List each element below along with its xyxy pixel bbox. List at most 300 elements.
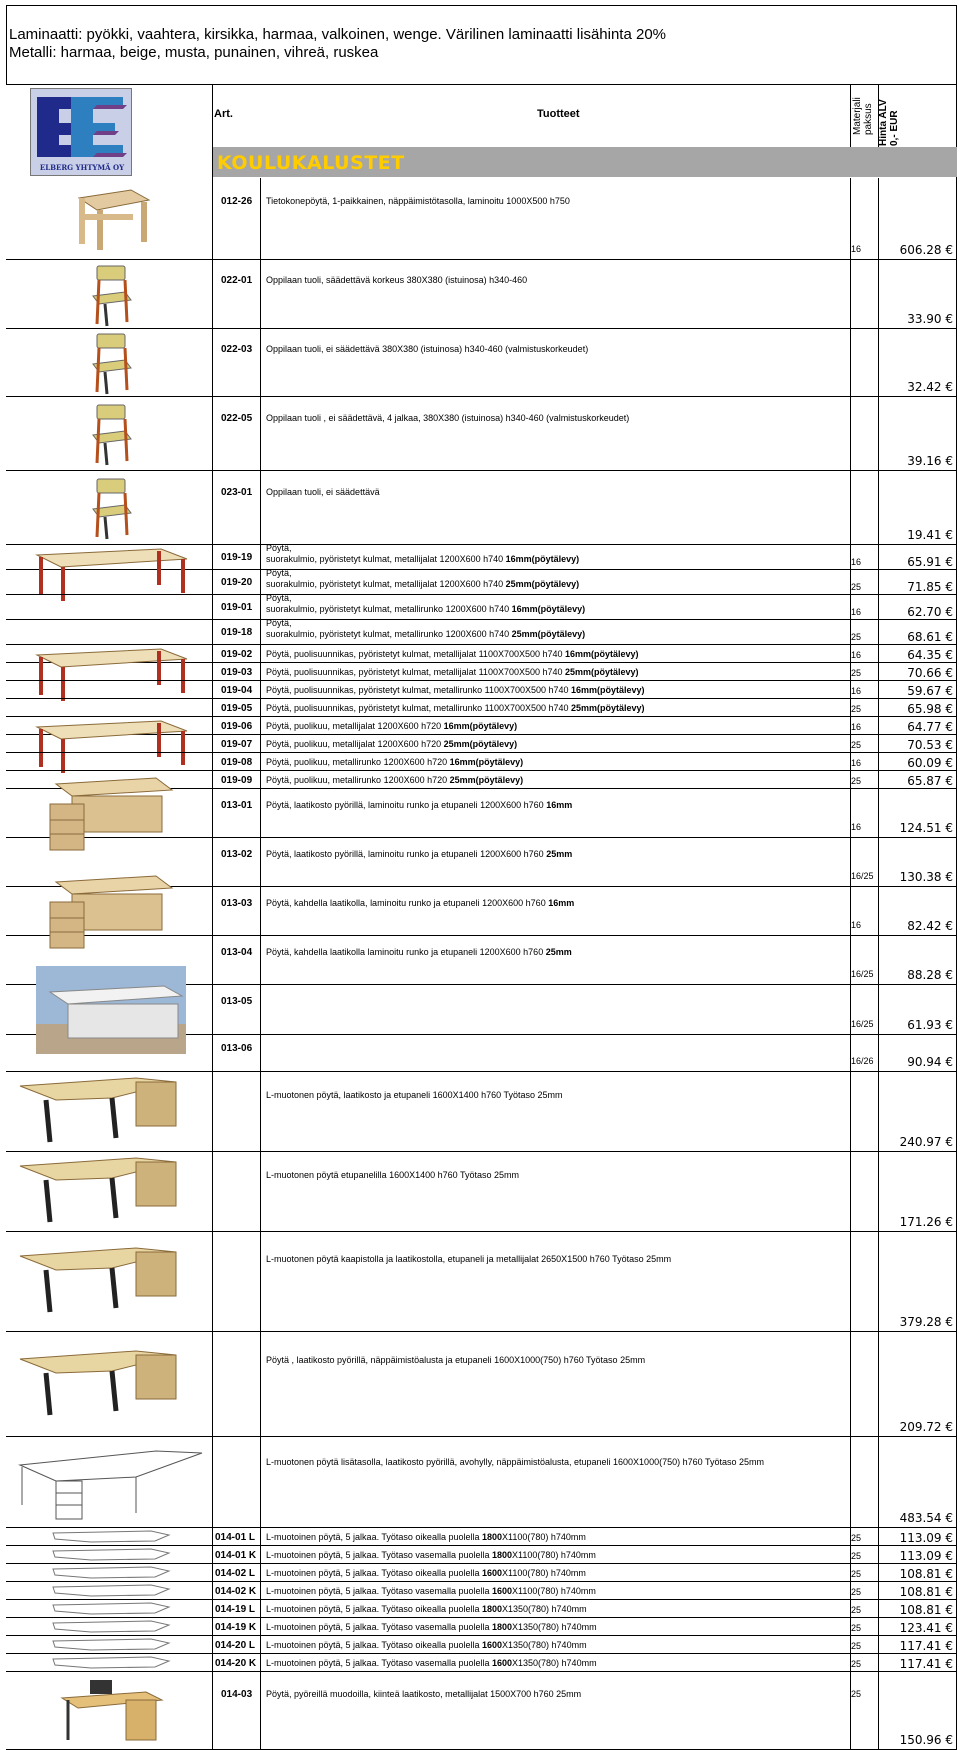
- material-thickness: 25: [851, 1587, 862, 1597]
- description-dimensions: X1100(780) h740mm: [502, 1568, 586, 1578]
- col-header-art: Art.: [214, 108, 233, 120]
- cell-divider: [878, 1232, 879, 1331]
- cell-divider: [260, 1546, 261, 1563]
- description-text: Pöytä, laatikosto pyörillä, laminoitu runko ja etupaneli 1200X600 h760: [266, 800, 547, 810]
- table-row: [6, 735, 957, 753]
- material-thickness: 25: [851, 1605, 862, 1615]
- cell-divider: [878, 1600, 879, 1617]
- description-bold: 25mm: [545, 947, 572, 957]
- cell-divider: [212, 1437, 213, 1527]
- cell-divider: [212, 329, 213, 396]
- chair-icon: [16, 397, 206, 471]
- cell-divider: [212, 1332, 213, 1436]
- article-code: 022-03: [221, 344, 253, 355]
- product-description: [266, 849, 572, 860]
- cell-divider: [878, 1437, 879, 1527]
- material-thickness: 25: [851, 1641, 862, 1651]
- description-bold: 1600: [491, 1658, 513, 1668]
- article-code: 019-20: [221, 577, 253, 588]
- cell-divider: [260, 1437, 261, 1527]
- price: 64.35 €: [907, 648, 953, 662]
- price: 19.41 €: [907, 528, 953, 542]
- col-header-material: Materjali paksus: [852, 97, 874, 135]
- description-dimensions: X1100(780) h740mm: [502, 1532, 586, 1542]
- product-description: [266, 757, 523, 768]
- cell-divider: [878, 1546, 879, 1563]
- cell-divider: [878, 545, 879, 569]
- price: 108.81 €: [899, 1585, 953, 1599]
- table-row: [6, 753, 957, 771]
- material-thickness: 16: [851, 686, 862, 696]
- table-row: [6, 471, 957, 545]
- article-code: 014-19 K: [215, 1622, 257, 1633]
- price: 113.09 €: [899, 1531, 953, 1545]
- cell-divider: [260, 771, 261, 788]
- price: 379.28 €: [899, 1315, 953, 1329]
- cell-divider: [212, 663, 213, 680]
- article-code: 014-20 L: [215, 1640, 256, 1651]
- description-text: L-muotoinen pöytä, 5 jalkaa. Työtaso vasemalla puolella: [266, 1622, 492, 1632]
- table-row: [6, 645, 957, 663]
- l-desk-icon: [16, 1232, 206, 1332]
- description-text: Pöytä, puolisuunnikas, pyöristetyt kulmat, metallirunko 1100X700X500 h740: [266, 703, 572, 713]
- cell-divider: [212, 1564, 213, 1581]
- material-thickness: 16: [851, 920, 862, 930]
- cell-divider: [212, 645, 213, 662]
- product-description: [266, 1658, 597, 1669]
- cell-divider: [878, 178, 879, 259]
- description-bold: 16mm: [546, 800, 573, 810]
- product-description: [266, 1604, 587, 1615]
- table-row: [6, 329, 957, 397]
- table-row: [6, 1564, 957, 1582]
- cell-divider: [850, 1232, 851, 1331]
- l-desk-drawing-icon: [16, 1437, 206, 1528]
- cell-divider: [878, 699, 879, 716]
- cell-divider: [878, 789, 879, 837]
- cell-divider: [878, 595, 879, 619]
- cell-divider: [260, 471, 261, 544]
- metal-colors-line: Metalli: harmaa, beige, musta, punainen, vihreä, ruskea: [9, 44, 379, 61]
- product-description: [266, 947, 572, 958]
- price: 483.54 €: [899, 1511, 953, 1525]
- description-text: Pöytä,: [266, 593, 292, 603]
- cell-divider: [212, 936, 213, 984]
- cell-divider: [260, 1528, 261, 1545]
- product-description: [266, 344, 588, 355]
- description-text: L-muotoinen pöytä, 5 jalkaa. Työtaso vasemalla puolella: [266, 1586, 492, 1596]
- description-text: suorakulmio, pyöristetyt kulmat, metallirunko 1200X600 h740: [266, 629, 512, 639]
- description-text: suorakulmio, pyöristetyt kulmat, metallijalat 1200X600 h740: [266, 554, 506, 564]
- price: 240.97 €: [899, 1135, 953, 1149]
- l-desk-outline-icon: [16, 1528, 206, 1546]
- cell-divider: [878, 663, 879, 680]
- cell-divider: [878, 1618, 879, 1635]
- description-bold: 1600: [481, 1640, 503, 1650]
- article-code: 013-01: [221, 800, 253, 811]
- description-bold: 25mm(pöytälevy): [565, 667, 639, 677]
- cell-divider: [878, 985, 879, 1034]
- cell-divider: [212, 260, 213, 328]
- cell-divider: [260, 1600, 261, 1617]
- l-desk-outline-icon: [16, 1636, 206, 1654]
- article-code: 019-08: [221, 757, 253, 768]
- description-bold: 25mm: [546, 849, 573, 859]
- cell-divider: [212, 595, 213, 619]
- description-text: Pöytä, puolisuunnikas, pyöristetyt kulmat, metallirunko 1100X700X500 h740: [266, 685, 572, 695]
- price: 209.72 €: [899, 1420, 953, 1434]
- cell-divider: [212, 1600, 213, 1617]
- price: 65.91 €: [907, 555, 953, 569]
- material-thickness: 25: [851, 1533, 862, 1543]
- material-thickness: 25: [851, 1569, 862, 1579]
- description-text: L-muotoinen pöytä, 5 jalkaa. Työtaso oikealla puolella: [266, 1532, 482, 1542]
- material-thickness: 25: [851, 1659, 862, 1669]
- table-row: [6, 717, 957, 735]
- cell-divider: [878, 735, 879, 752]
- description-text: Pöytä , laatikosto pyörillä, näppäimistöalusta ja etupaneli 1600X1000(750) h760 Työtaso 25mm: [266, 1355, 646, 1365]
- cell-divider: [850, 1672, 851, 1749]
- cell-divider: [260, 717, 261, 734]
- material-thickness: 25: [851, 582, 862, 592]
- price: 64.77 €: [907, 720, 953, 734]
- cell-divider: [878, 771, 879, 788]
- description-bold: 16mm: [548, 898, 575, 908]
- description-text: L-muotoinen pöytä, 5 jalkaa. Työtaso vasemalla puolella: [266, 1658, 492, 1668]
- table-row: [6, 1672, 957, 1750]
- price: 108.81 €: [899, 1603, 953, 1617]
- description-text: Oppilaan tuoli , ei säädettävä, 4 jalkaa, 380X380 (istuinosa) h340-460 (valmistuskorkeudet): [266, 413, 630, 423]
- cell-divider: [212, 178, 213, 259]
- product-description: [266, 1586, 596, 1597]
- product-description: [266, 775, 523, 786]
- cell-divider: [878, 753, 879, 770]
- cell-divider: [260, 985, 261, 1034]
- product-description: [266, 649, 639, 660]
- cell-divider: [212, 887, 213, 935]
- article-code: 019-06: [221, 721, 253, 732]
- article-code: 022-01: [221, 275, 253, 286]
- cell-divider: [212, 681, 213, 698]
- table-row: [6, 985, 957, 1035]
- cell-divider: [878, 1072, 879, 1151]
- price: 62.70 €: [907, 605, 953, 619]
- laminate-colors-line: Laminaatti: pyökki, vaahtera, kirsikka, harmaa, valkoinen, wenge. Värilinen laminaatti lisähinta 20%: [9, 26, 667, 43]
- table-row: [6, 789, 957, 838]
- cell-divider: [850, 471, 851, 544]
- material-thickness: 16/25: [851, 871, 874, 881]
- cell-divider: [212, 1582, 213, 1599]
- header-box: [6, 5, 957, 85]
- cell-divider: [212, 397, 213, 470]
- table-row: [6, 699, 957, 717]
- description-text: Pöytä, puolikuu, metallirunko 1200X600 h720: [266, 757, 450, 767]
- cell-divider: [850, 397, 851, 470]
- article-code: 019-09: [221, 775, 253, 786]
- material-thickness: 16: [851, 758, 862, 768]
- product-description: [266, 1640, 587, 1651]
- description-text: Oppilaan tuoli, ei säädettävä 380X380 (istuinosa) h340-460 (valmistuskorkeudet): [266, 344, 589, 354]
- cell-divider: [260, 1332, 261, 1436]
- cell-divider: [260, 1654, 261, 1671]
- description-bold: 25mm(pöytälevy): [443, 739, 518, 749]
- article-code: 019-02: [221, 649, 253, 660]
- cell-divider: [260, 1636, 261, 1653]
- cell-divider: [260, 178, 261, 259]
- material-thickness: 25: [851, 1551, 862, 1561]
- product-description: [266, 1532, 586, 1543]
- article-code: 013-05: [221, 996, 253, 1007]
- description-bold: 1800: [481, 1532, 503, 1542]
- description-dimensions: X1350(780) h740mm: [512, 1658, 597, 1668]
- price: 117.41 €: [899, 1657, 953, 1671]
- description-bold: 16mm(pöytälevy): [443, 721, 518, 731]
- article-code: 014-01 K: [215, 1550, 257, 1561]
- cell-divider: [878, 1672, 879, 1749]
- description-bold: 16mm(pöytälevy): [449, 757, 524, 767]
- table-row: [6, 1152, 957, 1232]
- table-row: [6, 1636, 957, 1654]
- cell-divider: [260, 1672, 261, 1749]
- product-description: [266, 685, 645, 696]
- cell-divider: [878, 645, 879, 662]
- cell-divider: [212, 771, 213, 788]
- table-row: [6, 178, 957, 260]
- cell-divider: [260, 645, 261, 662]
- price: 124.51 €: [899, 821, 953, 835]
- cell-divider: [260, 1582, 261, 1599]
- cell-divider: [212, 1654, 213, 1671]
- product-description: [266, 1568, 586, 1579]
- description-bold: 25mm(pöytälevy): [449, 775, 524, 785]
- l-desk-outline-icon: [16, 1618, 206, 1636]
- cell-divider: [878, 1636, 879, 1653]
- description-dimensions: X1350(780) h740mm: [502, 1604, 587, 1614]
- logo-text: ELBERG YHTYMÄ OY: [39, 163, 125, 172]
- description-text: L-muotoinen pöytä, 5 jalkaa. Työtaso oikealla puolella: [266, 1568, 482, 1578]
- price: 606.28 €: [899, 243, 953, 257]
- description-bold: 1600: [491, 1586, 513, 1596]
- table-row: [6, 570, 957, 595]
- l-desk-outline-icon: [16, 1654, 206, 1672]
- article-code: 013-06: [221, 1043, 253, 1054]
- article-code: 019-03: [221, 667, 253, 678]
- description-text: L-muotoinen pöytä, 5 jalkaa. Työtaso oikealla puolella: [266, 1640, 482, 1650]
- description-bold: 16mm(pöytälevy): [511, 604, 586, 614]
- cell-divider: [260, 838, 261, 886]
- price: 70.53 €: [907, 738, 953, 752]
- description-text: L-muotonen pöytä etupanelilla 1600X1400 h760 Työtaso 25mm: [266, 1170, 520, 1180]
- cell-divider: [212, 471, 213, 544]
- article-code: 023-01: [221, 487, 253, 498]
- cell-divider: [878, 1035, 879, 1071]
- cell-divider: [260, 789, 261, 837]
- cell-divider: [212, 620, 213, 644]
- description-text: L-muotonen pöytä, laatikosto ja etupaneli 1600X1400 h760 Työtaso 25mm: [266, 1090, 563, 1100]
- l-desk-icon: [16, 1152, 206, 1232]
- product-description: [266, 739, 517, 750]
- product-description: [266, 721, 517, 732]
- material-thickness: 16/25: [851, 1019, 874, 1029]
- description-text: Pöytä,: [266, 618, 292, 628]
- material-thickness: 16: [851, 244, 862, 254]
- cell-divider: [212, 753, 213, 770]
- description-text: L-muotonen pöytä kaapistolla ja laatikostolla, etupaneli ja metallijalat 2650X1500 h760 Työtaso 25mm: [266, 1254, 672, 1264]
- article-code: 013-03: [221, 898, 253, 909]
- article-code: 013-04: [221, 947, 253, 958]
- description-text: Pöytä,: [266, 568, 292, 578]
- description-text: Pöytä, kahdella laatikolla laminoitu runko ja etupaneli 1200X600 h760: [266, 947, 546, 957]
- col-header-products: Tuotteet: [537, 108, 580, 120]
- price: 82.42 €: [907, 919, 953, 933]
- article-code: 014-02 L: [215, 1568, 256, 1579]
- product-description: [266, 1090, 563, 1101]
- article-code: 019-19: [221, 552, 253, 563]
- cell-divider: [260, 1152, 261, 1231]
- description-text: Tietokonepöytä, 1-paikkainen, näppäimistötasolla, laminoitu 1000X500 h750: [266, 196, 570, 206]
- price: 90.94 €: [907, 1055, 953, 1069]
- article-code: 019-07: [221, 739, 253, 750]
- description-dimensions: X1100(780) h740mm: [512, 1586, 596, 1596]
- material-thickness: 16/26: [851, 1056, 874, 1066]
- section-title: KOULUKALUSTET: [217, 152, 405, 174]
- material-thickness: 16/25: [851, 969, 874, 979]
- cell-divider: [878, 681, 879, 698]
- product-description: [266, 618, 585, 640]
- material-thickness: 16: [851, 607, 862, 617]
- article-code: 013-02: [221, 849, 253, 860]
- cell-divider: [878, 717, 879, 734]
- price: 59.67 €: [907, 684, 953, 698]
- cell-divider: [850, 1437, 851, 1527]
- description-text: Oppilaan tuoli, ei säädettävä: [266, 487, 380, 497]
- price: 171.26 €: [899, 1215, 953, 1229]
- chair-icon: [16, 471, 206, 545]
- article-code: 019-05: [221, 703, 253, 714]
- cell-divider: [878, 620, 879, 644]
- cell-divider: [850, 1152, 851, 1231]
- cell-divider: [260, 936, 261, 984]
- cell-divider: [260, 1618, 261, 1635]
- price: 88.28 €: [907, 968, 953, 982]
- article-code: 014-19 L: [215, 1604, 256, 1615]
- description-text: suorakulmio, pyöristetyt kulmat, metallijalat 1200X600 h740: [266, 579, 506, 589]
- product-description: [266, 1355, 645, 1366]
- l-desk-outline-icon: [16, 1600, 206, 1618]
- table-row: [6, 887, 957, 936]
- cell-divider: [212, 717, 213, 734]
- cell-divider: [212, 1672, 213, 1749]
- table-row: [6, 1035, 957, 1072]
- table-row: [6, 1437, 957, 1528]
- l-desk-outline-icon: [16, 1546, 206, 1564]
- cell-divider: [260, 1232, 261, 1331]
- price: 33.90 €: [907, 312, 953, 326]
- product-description: [266, 1457, 764, 1468]
- cell-divider: [260, 545, 261, 569]
- cell-divider: [878, 1654, 879, 1671]
- description-bold: 1800: [481, 1604, 503, 1614]
- price: 39.16 €: [907, 454, 953, 468]
- material-thickness: 25: [851, 1689, 862, 1699]
- material-thickness: 25: [851, 704, 862, 714]
- material-thickness: 25: [851, 1623, 862, 1633]
- description-dimensions: X1350(780) h740mm: [512, 1622, 597, 1632]
- cell-divider: [260, 753, 261, 770]
- description-text: L-muotonen pöytä lisätasolla, laatikosto pyörillä, avohylly, näppäimistöalusta, etupaneli 1600X1000(750) h760 Työtaso 25mm: [266, 1457, 764, 1467]
- price: 68.61 €: [907, 630, 953, 644]
- description-text: Pöytä, laatikosto pyörillä, laminoitu runko ja etupaneli 1200X600 h760: [266, 849, 547, 859]
- cell-divider: [212, 838, 213, 886]
- description-text: Pöytä, pyöreillä muodoilla, kiinteä laatikosto, metallijalat 1500X700 h760 25mm: [266, 1689, 582, 1699]
- description-bold: 1600: [481, 1568, 503, 1578]
- cell-divider: [260, 887, 261, 935]
- product-description: [266, 196, 570, 207]
- cell-divider: [260, 1564, 261, 1581]
- cell-divider: [212, 699, 213, 716]
- description-bold: 25mm(pöytälevy): [571, 703, 645, 713]
- cell-divider: [260, 570, 261, 594]
- material-thickness: 25: [851, 632, 862, 642]
- material-thickness: 16: [851, 822, 862, 832]
- cell-divider: [878, 1564, 879, 1581]
- material-thickness: 25: [851, 668, 862, 678]
- table-row: [6, 681, 957, 699]
- article-code: 014-20 K: [215, 1658, 257, 1669]
- price: 61.93 €: [907, 1018, 953, 1032]
- table-row: [6, 595, 957, 620]
- desk-laptop-icon: [16, 1672, 206, 1750]
- description-text: Pöytä, puolikuu, metallijalat 1200X600 h720: [266, 721, 444, 731]
- cell-divider: [878, 838, 879, 886]
- article-code: 019-01: [221, 602, 253, 613]
- cell-divider: [260, 1035, 261, 1071]
- cell-divider: [212, 570, 213, 594]
- price: 123.41 €: [899, 1621, 953, 1635]
- price: 71.85 €: [907, 580, 953, 594]
- description-bold: 16mm(pöytälevy): [571, 685, 645, 695]
- cell-divider: [850, 1072, 851, 1151]
- desk-photo-icon: [16, 985, 206, 1035]
- table-row: [6, 663, 957, 681]
- article-code: 019-18: [221, 627, 253, 638]
- cell-divider: [212, 1546, 213, 1563]
- article-code: 014-03: [221, 1689, 253, 1700]
- description-bold: 16mm(pöytälevy): [505, 554, 580, 564]
- price: 117.41 €: [899, 1639, 953, 1653]
- section-header: [213, 147, 957, 177]
- col-header-price: Hinta ALV 0,- EUR: [878, 99, 900, 146]
- price: 130.38 €: [899, 870, 953, 884]
- article-code: 012-26: [221, 196, 253, 207]
- cell-divider: [260, 735, 261, 752]
- description-bold: 1800: [491, 1550, 513, 1560]
- chair-icon: [16, 329, 206, 397]
- l-desk-icon: [16, 1332, 206, 1437]
- l-desk-icon: [16, 1072, 206, 1152]
- table-row: [6, 1072, 957, 1152]
- description-text: Pöytä, kahdella laatikolla, laminoitu runko ja etupaneli 1200X600 h760: [266, 898, 549, 908]
- cell-divider: [850, 260, 851, 328]
- price: 113.09 €: [899, 1549, 953, 1563]
- product-description: [266, 898, 574, 909]
- description-text: Pöytä, puolisuunnikas, pyöristetyt kulmat, metallijalat 1100X700X500 h740: [266, 649, 566, 659]
- cell-divider: [878, 260, 879, 328]
- cell-divider: [212, 1636, 213, 1653]
- description-dimensions: X1350(780) h740mm: [502, 1640, 587, 1650]
- product-description: [266, 568, 579, 590]
- cell-divider: [878, 1152, 879, 1231]
